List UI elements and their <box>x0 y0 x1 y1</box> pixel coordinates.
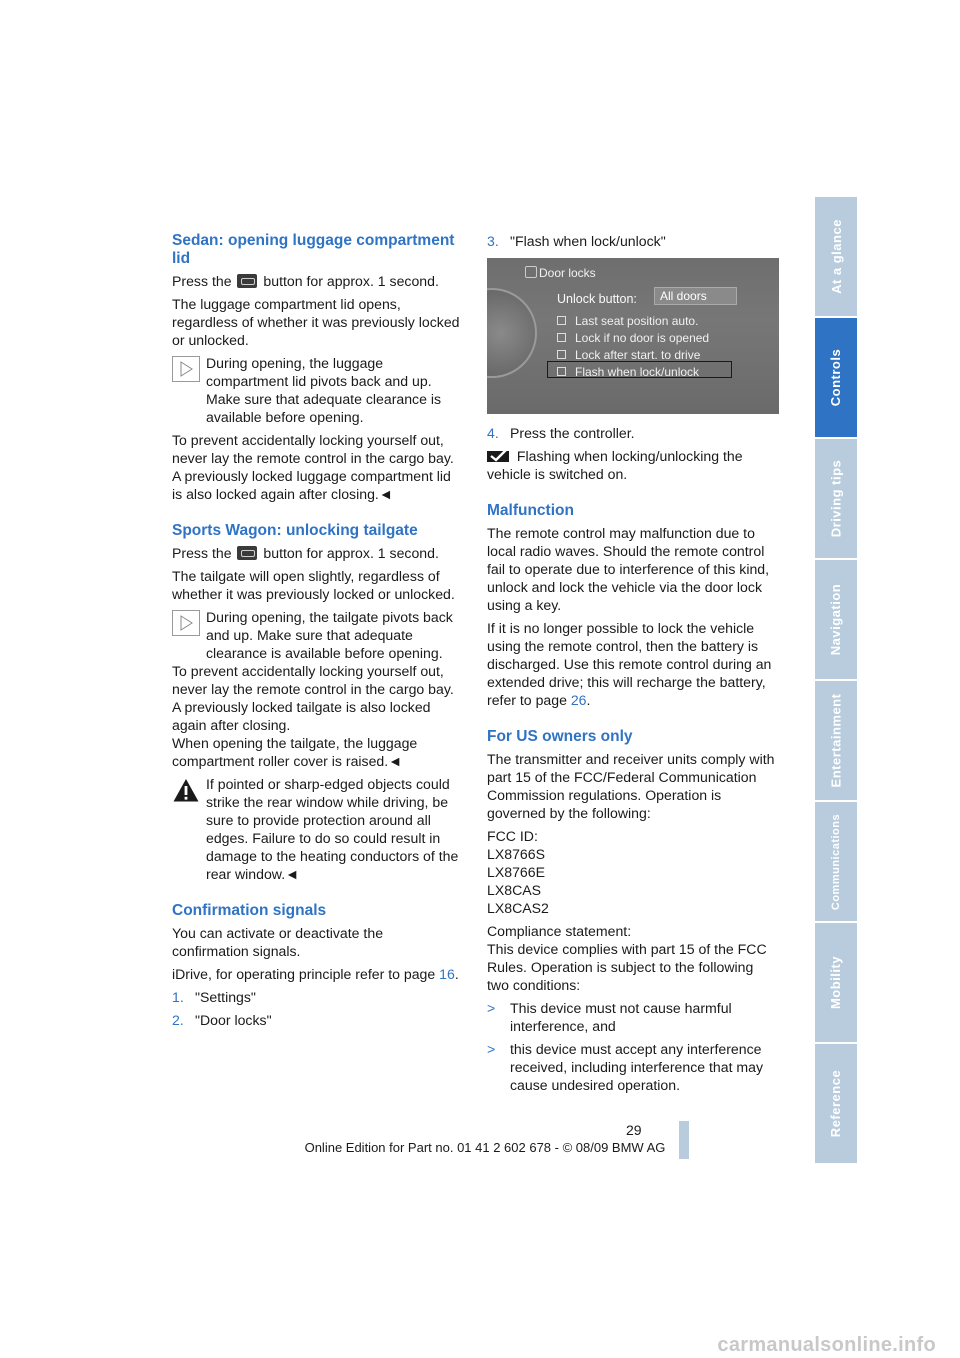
watermark: carmanualsonline.info <box>717 1334 936 1356</box>
left-column <box>172 232 462 1034</box>
wagon-note2: To prevent accidentally locking yourself out, never lay the remote control in the cargo bay. A previously locked tailgate is also locked again after closing. <box>172 663 454 733</box>
bullet-arrow-icon: > <box>487 1000 496 1016</box>
tab-mobility[interactable]: Mobility <box>815 923 857 1042</box>
wagon-warning <box>172 775 462 883</box>
sedan-p1: Press the button for approx. 1 second. <box>172 273 439 289</box>
fcc-ids: FCC ID: LX8766S LX8766E LX8CAS LX8CAS2 <box>487 828 549 916</box>
trunk-button-icon <box>237 274 257 288</box>
bullet-1: > This device must not cause harmful interference, and <box>487 1000 732 1034</box>
note-triangle-icon <box>172 356 200 382</box>
checkbox-icon <box>557 350 566 359</box>
footer-text: Online Edition for Part no. 01 41 2 602 678 - © 08/09 BMW AG <box>304 1140 666 1155</box>
bullet-2: > this device must accept any interference received, including interference that may cause undesired operation. <box>487 1041 764 1093</box>
checkmark-icon <box>487 448 513 464</box>
tab-controls[interactable]: Controls <box>815 318 857 437</box>
tab-navigation[interactable]: Navigation <box>815 560 857 679</box>
unlock-button-value[interactable]: All doors <box>654 287 737 305</box>
sedan-note2: To prevent accidentally locking yourself out, never lay the remote control in the cargo bay. A previously locked luggage compartment lid is also locked again after closing.◄ <box>172 432 454 502</box>
wagon-note <box>172 608 462 770</box>
confirm-p2: iDrive, for operating principle refer to page 16. <box>172 966 459 982</box>
chapter-tabs <box>815 197 857 1165</box>
wagon-heading: Sports Wagon: unlocking tailgate <box>172 522 418 539</box>
sedan-p2: The luggage compartment lid opens, regardless of whether it was previously locked or unlocked. <box>172 296 460 348</box>
door-locks-screen <box>487 258 779 414</box>
sedan-heading: Sedan: opening luggage compartment lid <box>172 232 455 267</box>
us-p1: The transmitter and receiver units comply with part 15 of the FCC/Federal Communication Commission regulations. Operation is governed by the following: <box>487 751 775 821</box>
malfunction-heading: Malfunction <box>487 502 574 519</box>
step-3: 3. "Flash when lock/unlock" <box>487 233 666 249</box>
flash-note: Flashing when locking/unlocking the vehicle is switched on. <box>487 448 743 482</box>
warning-icon <box>172 777 200 803</box>
checkbox-icon <box>557 316 566 325</box>
wagon-note-text: During opening, the tailgate pivots back and up. Make sure that adequate clearance is available before opening. <box>206 609 453 661</box>
right-column <box>487 232 779 1099</box>
tab-reference[interactable]: Reference <box>815 1044 857 1163</box>
page-link-16[interactable]: 16 <box>439 966 455 982</box>
screen-title: Door locks <box>539 266 596 280</box>
wagon-p2: The tailgate will open slightly, regardless of whether it was previously locked or unlocked. <box>172 568 455 602</box>
us-heading: For US owners only <box>487 728 633 745</box>
menu-item-flash[interactable]: Flash when lock/unlock <box>557 363 699 381</box>
menu-item-lock-after-start[interactable]: Lock after start. to drive <box>557 346 700 364</box>
bullet-arrow-icon: > <box>487 1041 496 1057</box>
confirm-p1: You can activate or deactivate the confirmation signals. <box>172 925 384 959</box>
tab-driving-tips[interactable]: Driving tips <box>815 439 857 558</box>
page-number: 29 <box>626 1122 642 1138</box>
unlock-button-label: Unlock button: <box>557 292 637 306</box>
checkbox-icon <box>557 333 566 342</box>
tab-at-a-glance[interactable]: At a glance <box>815 197 857 316</box>
wagon-p1: Press the button for approx. 1 second. <box>172 545 439 561</box>
menu-item-last-seat[interactable]: Last seat position auto. <box>557 312 698 330</box>
note-triangle-icon <box>172 610 200 636</box>
page-link-26[interactable]: 26 <box>570 692 587 708</box>
step-1: 1. "Settings" <box>172 989 256 1005</box>
tailgate-button-icon <box>237 546 257 560</box>
tab-entertainment[interactable]: Entertainment <box>815 681 857 800</box>
malfunction-p1: The remote control may malfunction due to local radio waves. Should the remote control fail to operate due to interference of this kind, unlock and lock the vehicle via the door lock using a key. <box>487 525 770 613</box>
compliance: Compliance statement: This device complies with part 15 of the FCC Rules. Operation is subject to the following two conditions: <box>487 923 767 993</box>
tab-communications[interactable]: Communications <box>815 802 857 921</box>
confirm-heading: Confirmation signals <box>172 902 327 919</box>
step-2: 2. "Door locks" <box>172 1012 272 1028</box>
checkbox-icon <box>557 367 566 376</box>
controller-knob-icon <box>487 288 537 378</box>
sedan-note-text: During opening, the luggage compartment lid pivots back and up. Make sure that adequate clearance is available before opening. <box>206 355 442 425</box>
malfunction-p2: If it is no longer possible to lock the vehicle using the remote control, then the battery is discharged. Use this remote control during an extended drive; this will recharge the battery, refer to page 26. <box>487 620 772 708</box>
menu-item-lock-no-door[interactable]: Lock if no door is opened <box>557 329 709 347</box>
door-lock-icon <box>525 266 537 278</box>
step-4: 4. Press the controller. <box>487 425 635 441</box>
wagon-warning-text: If pointed or sharp-edged objects could strike the rear window while driving, be sure to provide protection around all edges. Failure to do so could result in damage to the heating conductors of the rear window.◄ <box>206 776 459 882</box>
wagon-note3: When opening the tailgate, the luggage compartment roller cover is raised.◄ <box>172 735 418 769</box>
sedan-note <box>172 354 462 503</box>
